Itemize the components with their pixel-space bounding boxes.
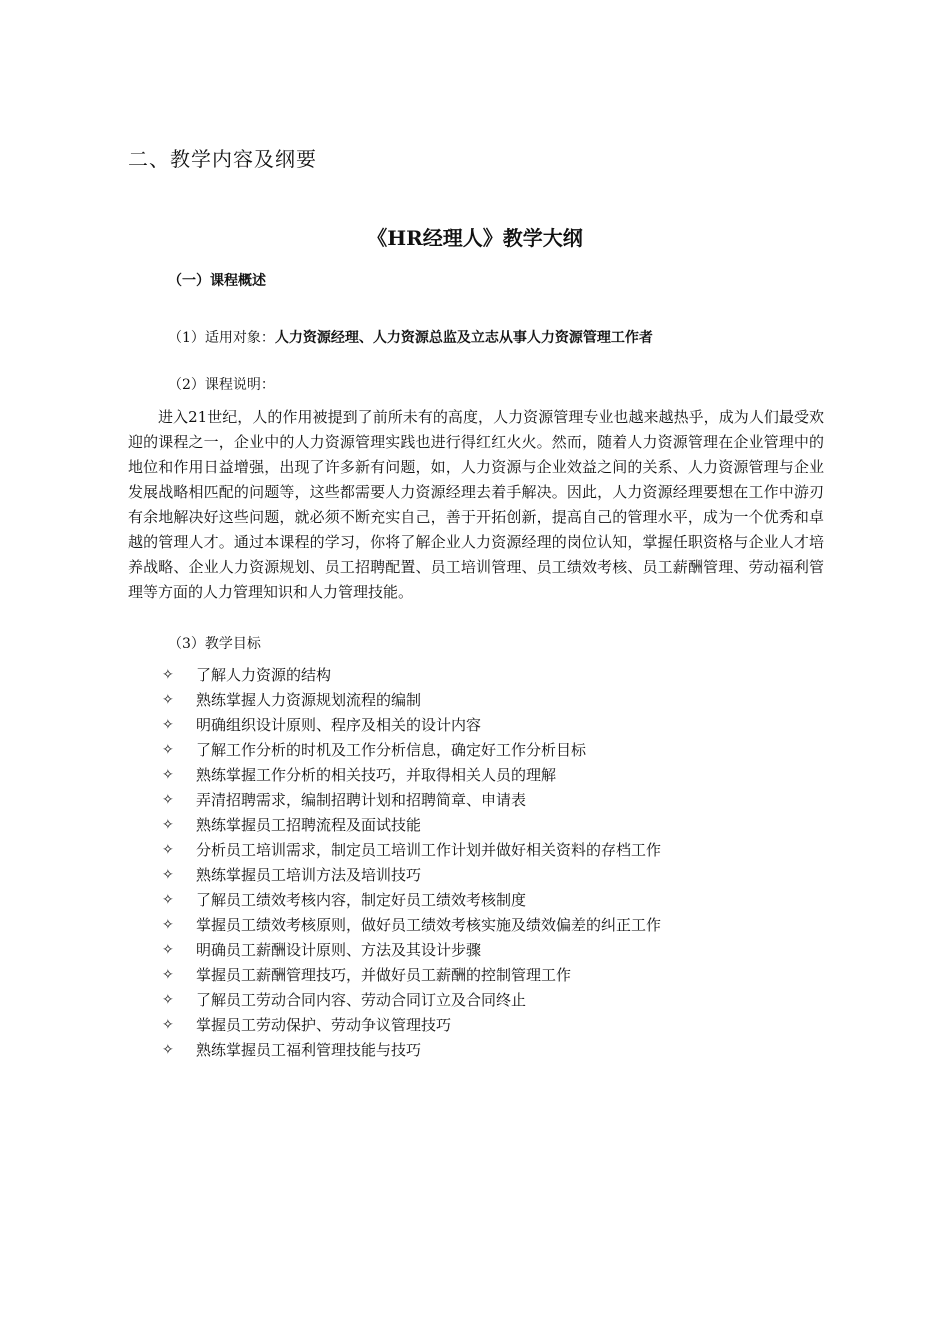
goal-text: 掌握员工绩效考核原则，做好员工绩效考核实施及绩效偏差的纠正工作	[196, 916, 662, 934]
goal-text: 分析员工培训需求，制定员工培训工作计划并做好相关资料的存档工作	[196, 841, 662, 859]
goal-item	[162, 663, 661, 688]
goals-list	[162, 663, 661, 1063]
goal-item	[162, 688, 661, 713]
sparkle-bullet-icon: ✧	[162, 892, 174, 908]
goal-item	[162, 838, 661, 863]
goal-text: 熟练掌握人力资源规划流程的编制	[196, 691, 422, 709]
sparkle-bullet-icon: ✧	[162, 942, 174, 958]
sparkle-bullet-icon: ✧	[162, 692, 174, 708]
goals-label: （3）教学目标	[168, 636, 261, 652]
goal-item	[162, 763, 661, 788]
sparkle-bullet-icon: ✧	[162, 717, 174, 733]
goal-item	[162, 963, 661, 988]
course-description: 进入21世纪，人的作用被提到了前所未有的高度，人力资源管理专业也越来越热乎，成为人们最受欢迎的课程之一，企业中的人力资源管理实践也进行得红红火火。然而，随着人力资源管理在企业管理中的地位和作用日益增强，出现了许多新有问题，如，人力资源与企业效益之间的关系、人力资源管理与企业发展战略相匹配的问题等，这些都需要人力资源经理去着手解决。因此，人力资源经理要想在工作中游刃有余地解决好这些问题，就必须不断充实自己，善于开拓创新，提高自己的管理水平，成为一个优秀和卓越的管理人才。通过本课程的学习，你将了解企业人力资源经理的岗位认知，掌握任职资格与企业人才培养战略、企业人力资源规划、员工招聘配置、员工培训管理、员工绩效考核、员工薪酬管理、劳动福利管理等方面的人力管理知识和人力管理技能。	[128, 408, 824, 601]
goal-item	[162, 938, 661, 963]
goal-text: 了解员工绩效考核内容，制定好员工绩效考核制度	[196, 891, 527, 909]
sparkle-bullet-icon: ✧	[162, 967, 174, 983]
sparkle-bullet-icon: ✧	[162, 742, 174, 758]
sparkle-bullet-icon: ✧	[162, 1042, 174, 1058]
goal-item	[162, 913, 661, 938]
goal-text: 掌握员工劳动保护、劳动争议管理技巧	[196, 1016, 452, 1034]
goal-text: 掌握员工薪酬管理技巧，并做好员工薪酬的控制管理工作	[196, 966, 572, 984]
sparkle-bullet-icon: ✧	[162, 792, 174, 808]
goal-item	[162, 1038, 661, 1063]
goal-item	[162, 738, 661, 763]
sparkle-bullet-icon: ✧	[162, 867, 174, 883]
goal-item	[162, 713, 661, 738]
overview-heading: （一）课程概述	[168, 273, 266, 289]
goal-item	[162, 863, 661, 888]
sparkle-bullet-icon: ✧	[162, 667, 174, 683]
goal-text: 弄清招聘需求，编制招聘计划和招聘简章、申请表	[196, 791, 527, 809]
course-desc-label: （2）课程说明：	[168, 377, 275, 393]
goal-text: 明确员工薪酬设计原则、方法及其设计步骤	[196, 941, 482, 959]
goal-item	[162, 988, 661, 1013]
goal-item	[162, 888, 661, 913]
goal-text: 熟练掌握员工福利管理技能与技巧	[196, 1041, 422, 1059]
audience-value: 人力资源经理、人力资源总监及立志从事人力资源管理工作者	[274, 330, 653, 346]
goal-text: 了解员工劳动合同内容、劳动合同订立及合同终止	[196, 991, 527, 1009]
goal-text: 明确组织设计原则、程序及相关的设计内容	[196, 716, 482, 734]
goal-text: 熟练掌握员工培训方法及培训技巧	[196, 866, 422, 884]
document-title: 《HR经理人》教学大纲	[367, 226, 583, 250]
goal-text: 了解人力资源的结构	[196, 666, 332, 684]
goal-text: 了解工作分析的时机及工作分析信息，确定好工作分析目标	[196, 741, 587, 759]
sparkle-bullet-icon: ✧	[162, 1017, 174, 1033]
sparkle-bullet-icon: ✧	[162, 842, 174, 858]
audience-line	[168, 327, 653, 347]
sparkle-bullet-icon: ✧	[162, 767, 174, 783]
goal-item	[162, 813, 661, 838]
goal-text: 熟练掌握员工招聘流程及面试技能	[196, 816, 422, 834]
section-heading: 二、教学内容及纲要	[128, 147, 317, 171]
sparkle-bullet-icon: ✧	[162, 992, 174, 1008]
goal-item	[162, 788, 661, 813]
goal-text: 熟练掌握工作分析的相关技巧，并取得相关人员的理解	[196, 766, 557, 784]
audience-label: （1）适用对象：	[168, 330, 275, 346]
goal-item	[162, 1013, 661, 1038]
sparkle-bullet-icon: ✧	[162, 917, 174, 933]
sparkle-bullet-icon: ✧	[162, 817, 174, 833]
